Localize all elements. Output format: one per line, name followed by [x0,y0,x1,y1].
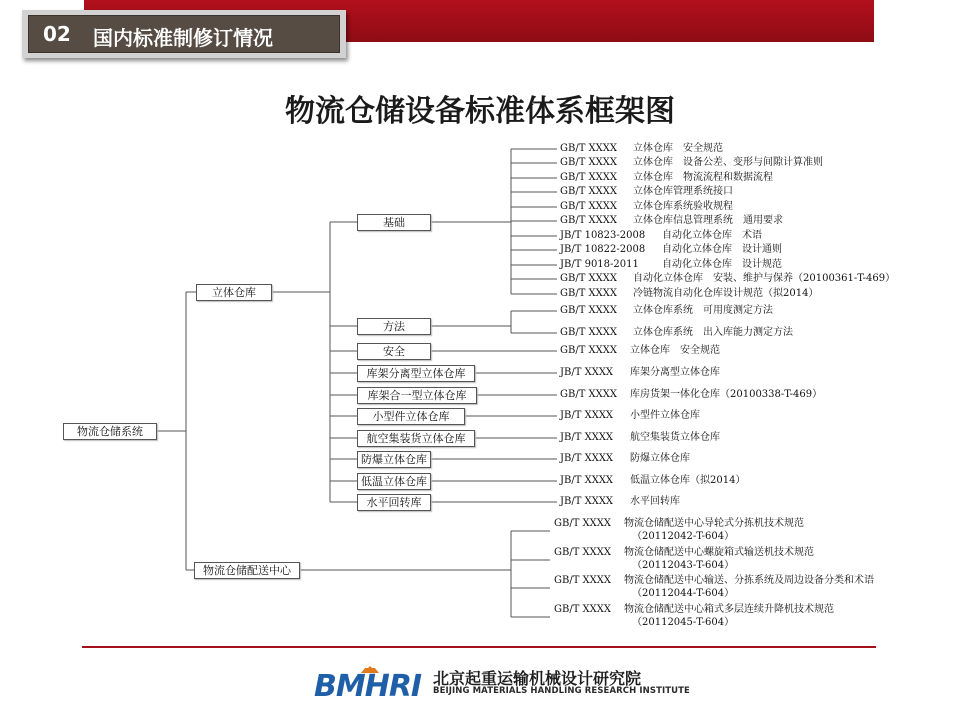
page-title: 物流仓储设备标准体系框架图 [285,94,675,129]
standard-name: 冷链物流自动化仓库设计规范（拟2014） [633,288,819,299]
node-level2: 库架分离型立体仓库 [357,365,475,382]
node-level2: 基础 [357,214,431,231]
standard-code: GB/T XXXX [560,327,618,338]
standard-name: 航空集装货立体仓库 [630,432,720,443]
node-level2: 库架合一型立体仓库 [357,387,477,404]
standard-code: GB/T XXXX [560,215,618,226]
standard-code: JB/T XXXX [560,496,614,507]
section-number: 02 [43,22,71,46]
svg-text:BMHRI: BMHRI [314,669,422,700]
standard-code: GB/T XXXX [554,518,612,529]
standard-name: 立体仓库系统验收规程 [633,201,733,212]
standard-code: GB/T XXXX [554,604,612,615]
standard-code: JB/T 10823-2008 [560,230,646,241]
standard-name: 防爆立体仓库 [630,453,690,464]
node-level2: 航空集装货立体仓库 [357,430,475,447]
root-node: 物流仓储系统 [63,423,157,440]
standard-name: 物流仓储配送中心螺旋箱式输送机技术规范 [624,547,814,558]
standard-name: 立体仓库管理系统接口 [633,186,733,197]
standard-code: GB/T XXXX [560,172,618,183]
section-title: 国内标准制修订情况 [93,26,273,50]
standard-code: GB/T XXXX [560,186,618,197]
node-level1: 物流仓储配送中心 [194,562,300,579]
standard-code: JB/T XXXX [560,367,614,378]
standard-project-number: （20112042-T-604） [632,531,735,542]
standard-code: GB/T XXXX [560,305,618,316]
standard-name: 低温立体仓库（拟2014） [630,475,746,486]
node-level2: 安全 [357,343,431,360]
standard-project-number: （20112045-T-604） [632,617,735,628]
standard-code: JB/T 10822-2008 [560,244,646,255]
standard-code: GB/T XXXX [560,143,618,154]
standard-code: GB/T XXXX [560,345,618,356]
standard-name: 自动化立体仓库 设计通则 [662,244,782,255]
standard-name: 自动化立体仓库 设计规范 [662,259,782,270]
standard-name: 立体仓库系统 可用度测定方法 [633,305,773,316]
standard-project-number: （20112044-T-604） [632,588,735,599]
standard-code: JB/T XXXX [560,432,614,443]
standard-code: GB/T XXXX [560,273,618,284]
node-level1: 立体仓库 [196,284,272,301]
standard-project-number: （20112043-T-604） [632,560,735,571]
node-level2: 防爆立体仓库 [357,451,431,468]
standard-name: 物流仓储配送中心输送、分拣系统及周边设备分类和术语 [624,575,874,586]
standard-name: 立体仓库 安全规范 [633,143,723,154]
standard-name: 物流仓储配送中心导轮式分拣机技术规范 [624,518,804,529]
standard-name: 立体仓库 安全规范 [630,345,720,356]
standard-code: GB/T XXXX [560,157,618,168]
standard-name: 库架分离型立体仓库 [630,367,720,378]
standard-name: 立体仓库信息管理系统 通用要求 [633,215,783,226]
standard-name: 水平回转库 [630,496,680,507]
standard-code: GB/T XXXX [554,575,612,586]
standard-code: JB/T XXXX [560,453,614,464]
standard-code: GB/T XXXX [560,389,618,400]
standard-code: GB/T XXXX [560,288,618,299]
org-name-cn: 北京起重运输机械设计研究院 [433,669,642,688]
standard-name: 自动化立体仓库 术语 [662,230,762,241]
standard-code: JB/T XXXX [560,475,614,486]
bmhri-logo [314,660,430,700]
standard-code: JB/T XXXX [560,410,614,421]
node-level2: 水平回转库 [357,494,431,511]
footer-divider [82,646,876,648]
standard-code: GB/T XXXX [554,547,612,558]
standard-name: 立体仓库 设备公差、变形与间隙计算准则 [633,157,823,168]
standard-name: 库房货架一体化仓库（20100338-T-469） [630,389,823,400]
standard-name: 小型件立体仓库 [630,410,700,421]
standard-code: GB/T XXXX [560,201,618,212]
standard-name: 立体仓库系统 出入库能力测定方法 [633,327,793,338]
org-name-en: BEIJING MATERIALS HANDLING RESEARCH INSTITUTE [433,686,690,696]
standard-name: 立体仓库 物流流程和数据流程 [633,172,773,183]
standard-name: 自动化立体仓库 安装、维护与保养（20100361-T-469） [633,273,896,284]
standard-name: 物流仓储配送中心箱式多层连续升降机技术规范 [624,604,834,615]
node-level2: 低温立体仓库 [357,473,431,490]
node-level2: 方法 [357,318,431,335]
node-level2: 小型件立体仓库 [357,408,465,425]
standard-code: JB/T 9018-2011 [560,259,639,270]
